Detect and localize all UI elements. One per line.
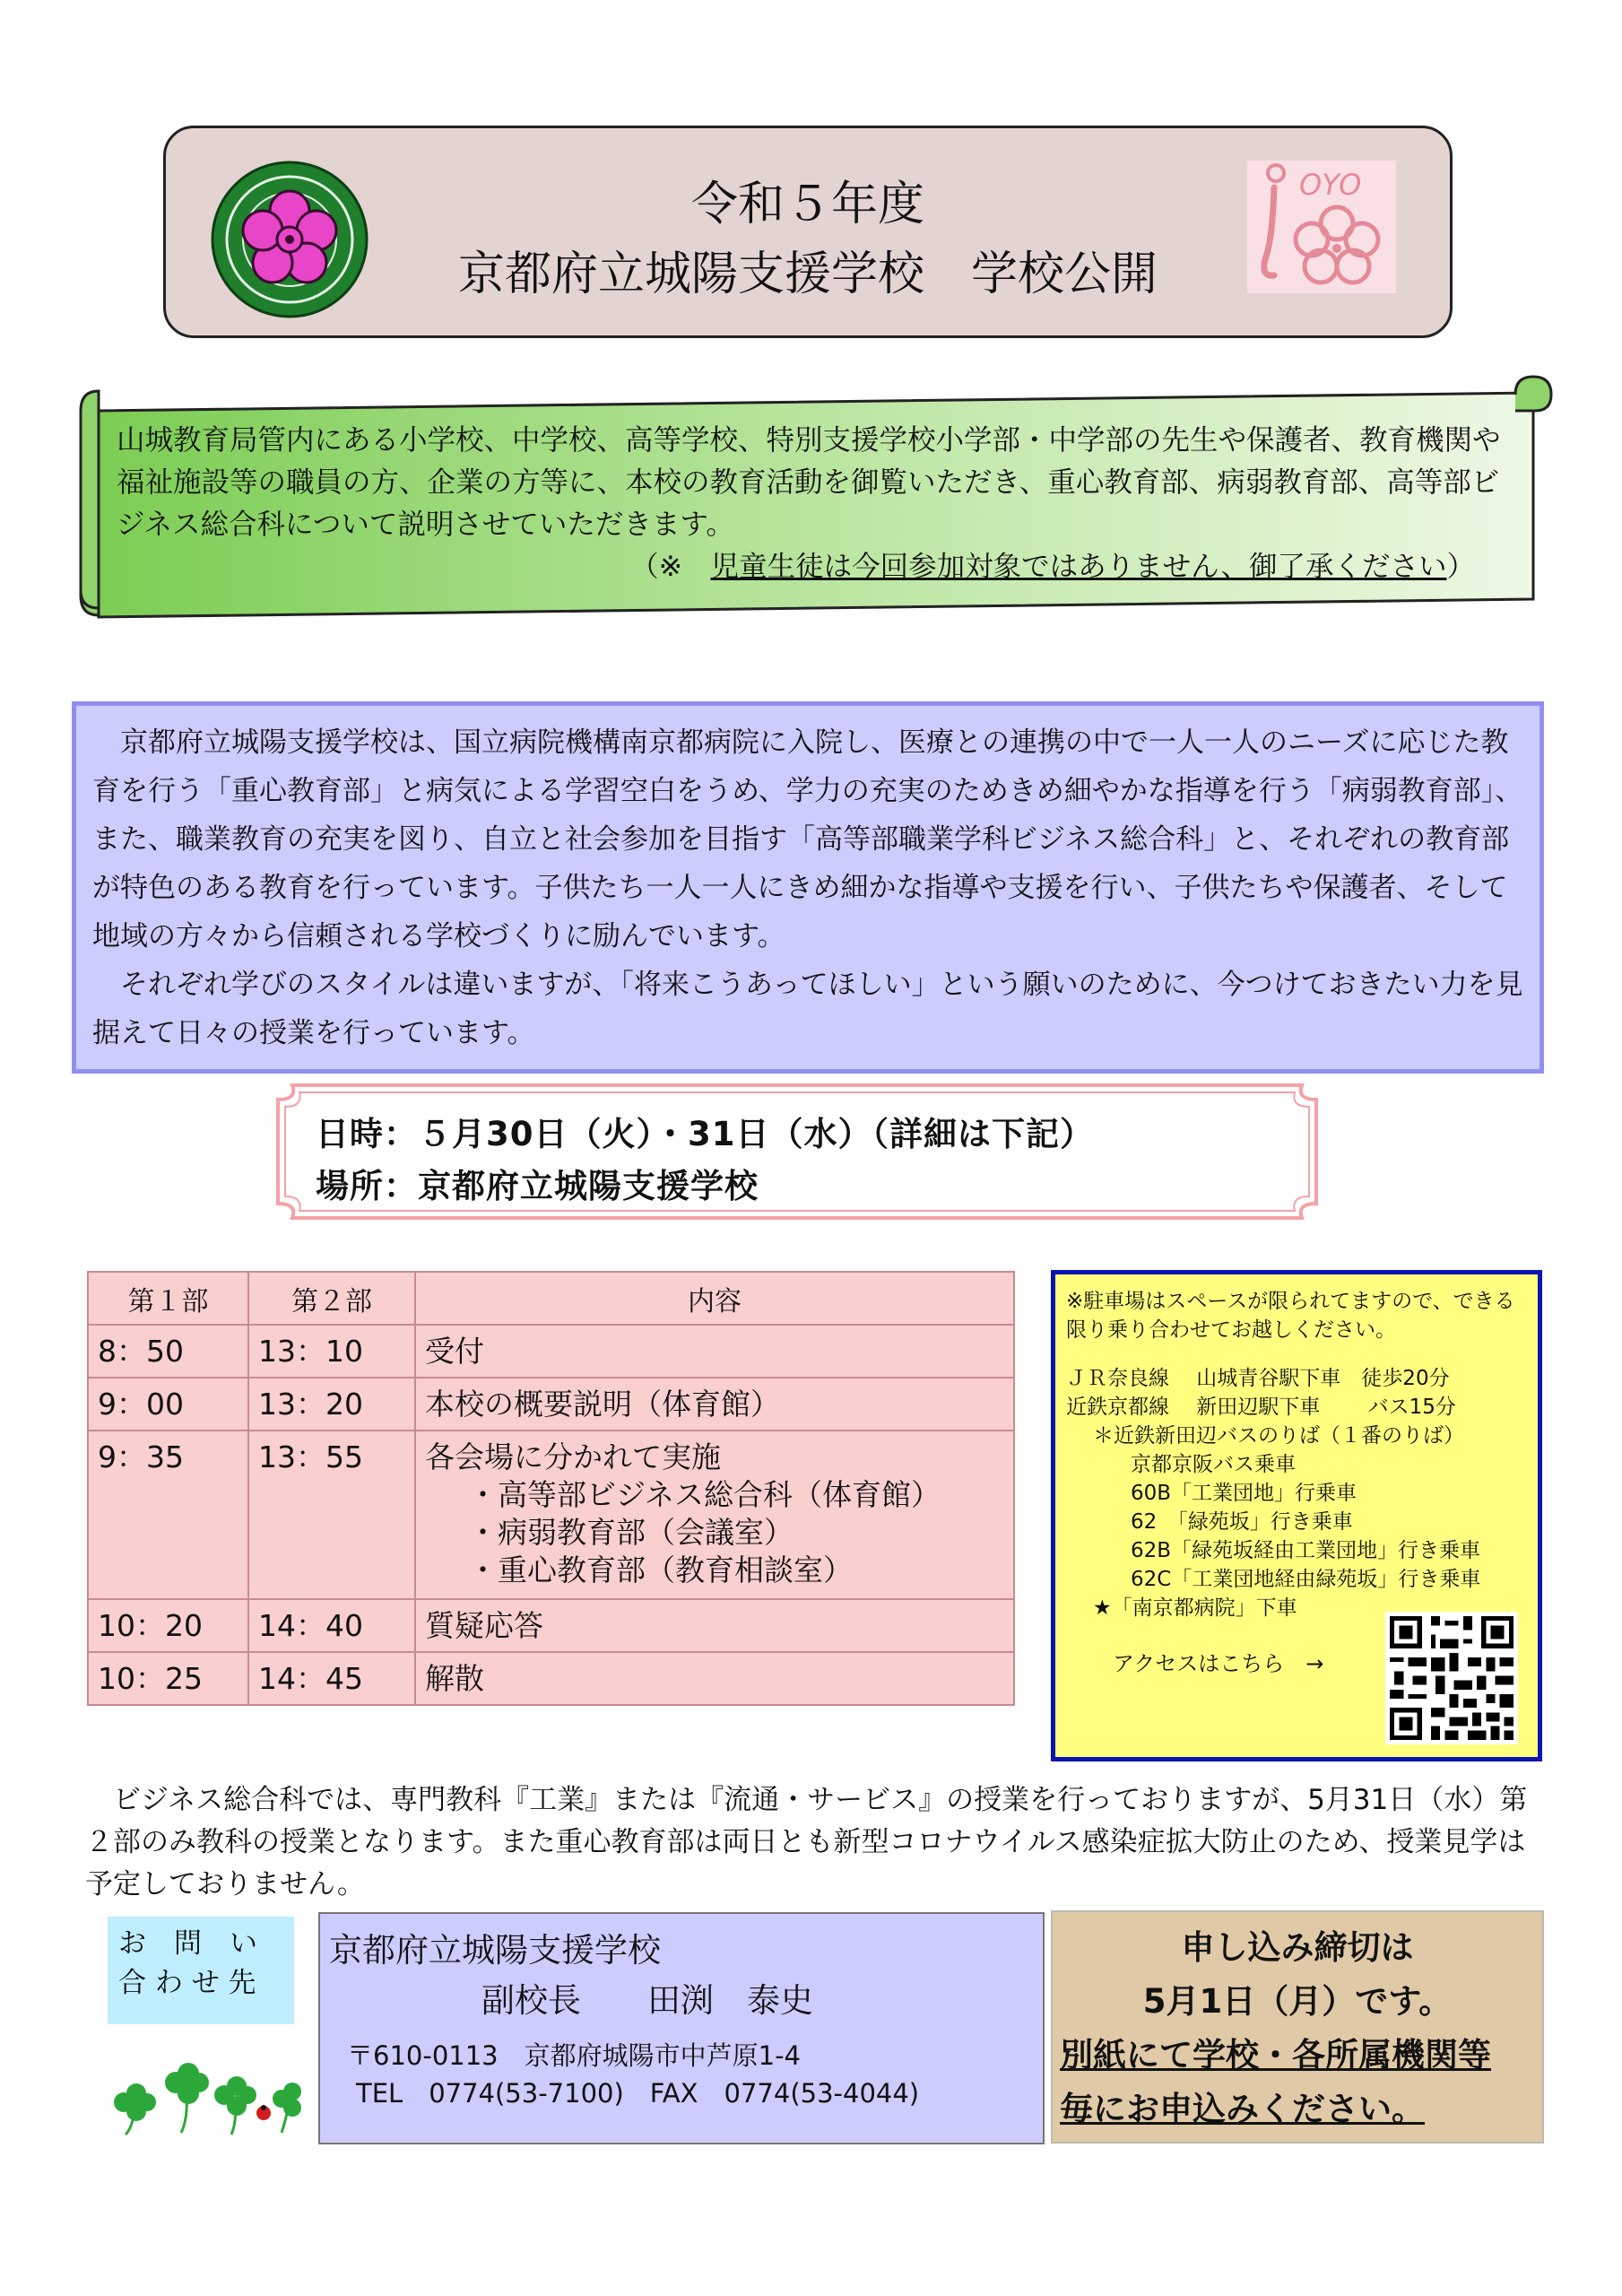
page-title: 京都府立城陽支援学校 学校公開 xyxy=(457,248,1158,301)
access-line: ＪＲ奈良線 山城青谷駅下車 徒歩20分 xyxy=(1066,1367,1450,1390)
scroll-body: 山城教育局管内にある小学校、中学校、高等学校、特別支援学校小学部・中学部の先生や保護者、教育機関や福祉施設等の職員の方、企業の方等に、本校の教育活動を御覧いただき、重心教育部、病弱教育部、高等部ビジネス総合科について説明させていただきます。 xyxy=(117,424,1501,541)
time-part2: 13：55 xyxy=(248,1431,415,1599)
time-part2: 13：10 xyxy=(248,1325,415,1378)
access-line: 62B「緑苑坂経由工業団地」行き乗車 xyxy=(1131,1539,1481,1562)
note-text: ビジネス総合科では、専門教科『工業』または『流通・サービス』の授業を行っておりますが、5月31日（水）第２部のみ教科の授業となります。また重心教育部は両日とも新型コロナウイルス感染症拡大防止のため、授業見学は予定しておりません。 xyxy=(85,1784,1528,1900)
deadline-line4: 毎にお申込みください。 xyxy=(1060,2090,1425,2128)
contact-label-line2: 合 わ せ 先 xyxy=(118,1967,256,1999)
joyo-logo-icon xyxy=(1247,161,1396,293)
time-part2: 13：20 xyxy=(248,1378,415,1431)
content: 本校の概要説明（体育館） xyxy=(415,1378,1014,1431)
deadline-line3: 別紙にて学校・各所属機関等 xyxy=(1060,2036,1491,2074)
deadline-date: 5月1日（月）です。 xyxy=(1142,1982,1453,2021)
qr-code-icon[interactable] xyxy=(1385,1612,1518,1744)
sub-item: ・重心教育部（教育相談室） xyxy=(468,1552,853,1587)
deadline-line1: 申し込み締切は xyxy=(1181,1928,1414,1967)
intro-paragraph-2: それぞれ学びのスタイルは違いますが、「将来こうあってほしい」という願いのために、今つけておきたい力を見据えて日々の授業を行っています。 xyxy=(92,969,1523,1049)
table-row xyxy=(88,1652,1014,1705)
scroll-note xyxy=(117,546,1475,588)
intro-scroll-banner xyxy=(63,375,1558,628)
access-line: 62C「工業団地経由緑苑坂」行き乗車 xyxy=(1131,1568,1481,1591)
time-part1: 10：20 xyxy=(88,1599,248,1652)
event-place: 場所：京都府立城陽支援学校 xyxy=(316,1167,759,1205)
content-main: 各会場に分かれて実施 xyxy=(425,1439,721,1474)
access-link[interactable]: アクセスはこちら → xyxy=(1113,1651,1324,1676)
table-row xyxy=(88,1325,1014,1378)
deadline-box xyxy=(1051,1910,1544,2144)
table-header-row xyxy=(88,1272,1014,1325)
table-row xyxy=(88,1378,1014,1431)
clover-decoration-icon xyxy=(106,2056,314,2136)
access-info-box xyxy=(1051,1270,1542,1761)
event-date: 日時：５月30日（火）・31日（水）（詳細は下記） xyxy=(316,1115,1094,1153)
schedule-table xyxy=(87,1271,1015,1706)
time-part1: 8：50 xyxy=(88,1325,248,1378)
intro-paragraph-1: 京都府立城陽支援学校は、国立病院機構南京都病院に入院し、医療との連携の中で一人一人のニーズに応じた教育を行う「重心教育部」と病気による学習空白をうめ、学力の充実のためきめ細やかな指導を行う「病弱教育部」、また、職業教育の充実を図り、自立と社会参加を目指す「高等部職業学科ビジネス総合科」と、それぞれの教育部が特色のある教育を行っています。子供たち一人一人にきめ細かな指導や支援を行い、子供たちや保護者、そして地域の方々から信頼される学校づくりに励んでいます。 xyxy=(92,726,1523,952)
contact-school-name: 京都府立城陽支援学校 xyxy=(329,1931,661,1970)
access-line: 近鉄京都線 新田辺駅下車 バス15分 xyxy=(1066,1396,1456,1419)
contact-tel-fax: TEL 0774(53-7100) FAX 0774(53-4044) xyxy=(356,2078,920,2109)
table-row xyxy=(88,1431,1014,1599)
access-line: ＊近鉄新田辺バスのりば（１番のりば） xyxy=(1093,1424,1464,1448)
time-part1: 9：35 xyxy=(88,1431,248,1599)
time-part1: 9：00 xyxy=(88,1378,248,1431)
access-line: 60B「工業団地」行乗車 xyxy=(1131,1482,1357,1505)
title-year: 令和５年度 xyxy=(690,178,924,231)
business-course-note xyxy=(85,1779,1547,1906)
contact-address: 〒610-0113 京都府城陽市中芦原1-4 xyxy=(347,2040,801,2071)
sub-item: ・病弱教育部（会議室） xyxy=(468,1515,794,1550)
access-line: 京都京阪バス乗車 xyxy=(1131,1453,1296,1476)
time-part2: 14：45 xyxy=(248,1652,415,1705)
time-part1: 10：25 xyxy=(88,1652,248,1705)
col-header-content: 内容 xyxy=(415,1272,1014,1325)
note-underlined: 児童生徒は今回参加対象ではありません、御了承ください xyxy=(710,551,1447,583)
contact-label-line1: お 問 い xyxy=(118,1927,257,1960)
header-banner xyxy=(163,126,1453,338)
joyo-logo-text: OYO xyxy=(1299,168,1362,202)
access-line: 62 「緑苑坂」行き乗車 xyxy=(1131,1510,1353,1534)
access-line: ★「南京都病院」下車 xyxy=(1093,1596,1297,1620)
scroll-text xyxy=(117,420,1511,588)
col-header-part2: 第２部 xyxy=(248,1272,415,1325)
event-date-box xyxy=(265,1073,1329,1231)
contact-vice-principal: 副校長 田渕 泰史 xyxy=(481,1981,813,2020)
content: 受付 xyxy=(415,1325,1014,1378)
contact-label xyxy=(108,1917,294,2024)
content: 解散 xyxy=(415,1652,1014,1705)
table-row xyxy=(88,1599,1014,1652)
time-part2: 14：40 xyxy=(248,1599,415,1652)
content xyxy=(415,1431,1014,1599)
note-suffix: ） xyxy=(1446,551,1475,583)
sub-item: ・高等部ビジネス総合科（体育館） xyxy=(468,1477,941,1512)
note-prefix: （※ xyxy=(630,551,711,583)
intro-paragraph-box xyxy=(72,701,1544,1074)
col-header-part1: 第１部 xyxy=(88,1272,248,1325)
contact-box xyxy=(318,1912,1045,2144)
content: 質疑応答 xyxy=(415,1599,1014,1652)
parking-note: ※駐車場はスペースが限られてますので、できる限り乗り合わせてお越しください。 xyxy=(1066,1290,1515,1342)
